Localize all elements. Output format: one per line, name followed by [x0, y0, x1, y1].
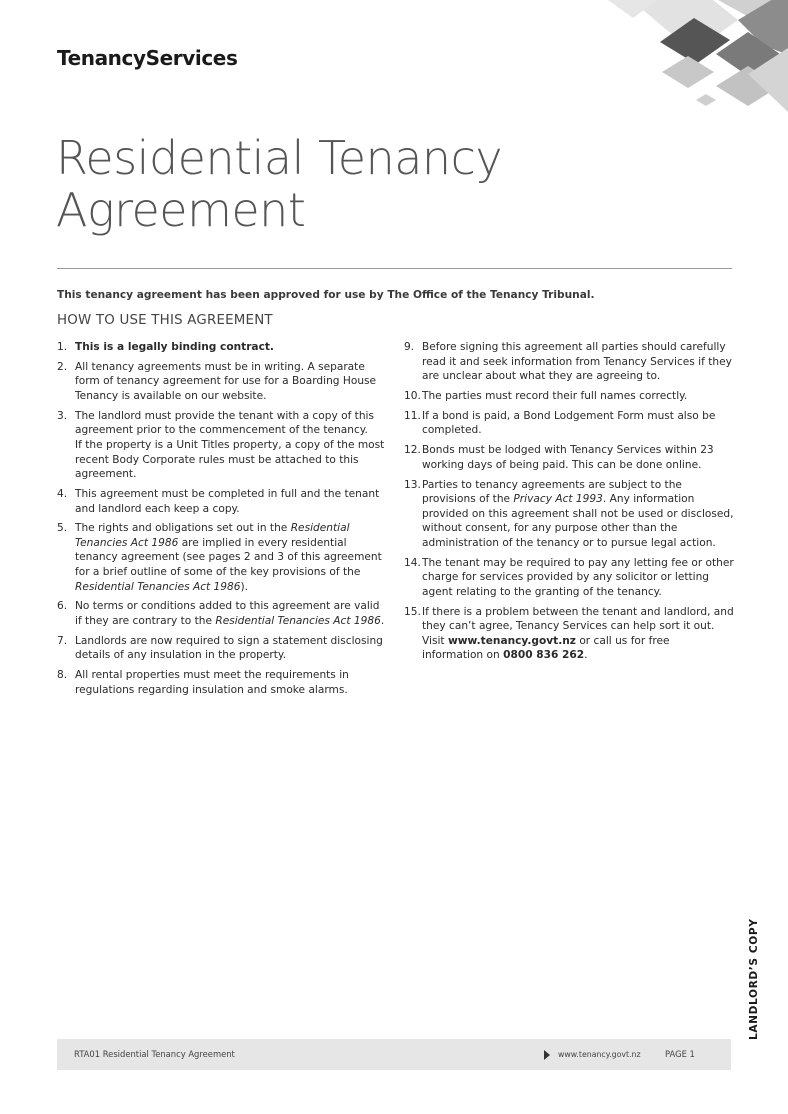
item-text: This agreement must be completed in full and the tenant and landlord each keep a copy. [75, 487, 380, 515]
item-text-part: The rights and obligations set out in the [75, 522, 291, 535]
list-item [404, 443, 734, 472]
form-reference: RTA01 Residential Tenancy Agreement [74, 1049, 235, 1059]
item-text-part: are implied in every residential tenancy agreement (see pages 2 and 3 of this agreement for a brief outline of some of the key provisions of the [75, 536, 382, 579]
arrow-right-icon [544, 1050, 550, 1060]
item-number: 13. [404, 478, 421, 491]
instructions-left-column [57, 340, 387, 703]
item-text [75, 521, 387, 594]
item-text: The tenant may be required to pay any letting fee or other charge for services provided by any solicitor or letting agent relating to the granting of the tenancy. [422, 556, 734, 598]
act-reference: Residential Tenancies Act 1986 [75, 522, 350, 549]
item-number: 12. [404, 444, 421, 457]
item-number: 14. [404, 556, 421, 569]
list-item [57, 599, 387, 628]
item-text-part: or call us for free information on [422, 634, 670, 662]
item-number: 7. [57, 634, 68, 647]
item-text-part: . [380, 615, 385, 628]
item-text: If the property is a Unit Titles property, a copy of the most recent Body Corporate rules must be attached to this agreement. [75, 438, 385, 481]
list-item [57, 668, 387, 697]
item-text: The landlord must provide the tenant with a copy of this agreement prior to the commencement of the tenancy. [75, 409, 374, 437]
footer-website-link[interactable]: www.tenancy.govt.nz [558, 1050, 641, 1059]
item-number: 15. [404, 605, 421, 618]
item-text: The parties must record their full names correctly. [422, 389, 688, 402]
approval-note: This tenancy agreement has been approved for use by The Office of the Tenancy Tribunal. [57, 289, 595, 301]
item-text-part: Parties to tenancy agreements are subject to the provisions of the [422, 478, 682, 506]
act-reference: Residential Tenancies Act 1986 [215, 615, 381, 628]
item-number: 4. [57, 487, 68, 500]
item-text: Bonds must be lodged with Tenancy Services within 23 working days of being paid. This can be done online. [422, 444, 714, 471]
item-number: 2. [57, 360, 68, 373]
item-number: 9. [404, 341, 415, 353]
list-item [57, 634, 387, 663]
list-item [57, 360, 387, 404]
list-item [404, 340, 734, 384]
item-text-part: If there is a problem between the tenant and landlord, and they can’t agree, Tenancy Services can help sort it out. Visit [422, 605, 734, 647]
title-line-2: Agreement [56, 183, 306, 237]
corner-diamond-decoration [598, 0, 788, 130]
section-heading: HOW TO USE THIS AGREEMENT [57, 313, 273, 328]
item-text: Landlords are now required to sign a statement disclosing details of any insulation in the property. [75, 634, 383, 662]
item-text: All rental properties must meet the requirements in regulations regarding insulation and smoke alarms. [75, 669, 349, 696]
item-text-part: ). [240, 580, 249, 593]
item-text-part: No terms or conditions added to this agreement are valid if they are contrary to the [75, 600, 380, 628]
item-text: If a bond is paid, a Bond Lodgement Form must also be completed. [422, 409, 716, 437]
page-number: PAGE 1 [665, 1049, 695, 1059]
brand-part1: Tenancy [57, 46, 146, 70]
item-text [422, 478, 734, 551]
list-item [404, 389, 734, 404]
page-footer [57, 1039, 731, 1070]
item-text: This is a legally binding contract. [75, 341, 274, 353]
page-title [56, 132, 502, 236]
brand-logo [57, 46, 237, 70]
instructions-right-column [404, 340, 734, 668]
item-text: All tenancy agreements must be in writing. A separate form of tenancy agreement for use for a Boarding House Tenancy is available on our website. [75, 360, 377, 402]
list-item [57, 521, 387, 594]
item-number: 6. [57, 600, 68, 613]
list-item [404, 556, 734, 600]
copy-label: LANDLORD’S COPY [748, 918, 760, 1040]
list-item [57, 409, 387, 482]
item-text [75, 599, 387, 628]
list-item [404, 478, 734, 551]
item-number: 10. [404, 389, 421, 402]
item-number: 8. [57, 669, 68, 682]
item-text [422, 605, 734, 663]
phone-number: 0800 836 262 [503, 649, 585, 662]
list-item [404, 409, 734, 438]
item-text: Before signing this agreement all parties should carefully read it and seek information from Tenancy Services if they are unclear about what they are agreeing to. [422, 341, 732, 383]
act-reference: Privacy Act 1993 [513, 493, 603, 506]
title-line-1: Residential Tenancy [56, 131, 503, 185]
item-number: 3. [57, 409, 68, 422]
title-divider [57, 268, 732, 269]
item-text-part: . Any information provided on this agreement shall not be used or disclosed, without consent, for any purpose other than the administration of the tenancy or to pursue legal action. [422, 493, 734, 549]
item-text-part: . [584, 649, 588, 662]
item-number: 11. [404, 409, 421, 422]
website-link[interactable]: www.tenancy.govt.nz [447, 634, 576, 647]
list-item [57, 340, 387, 355]
list-item [57, 487, 387, 516]
act-reference: Residential Tenancies Act 1986 [75, 580, 241, 593]
item-number: 1. [57, 341, 68, 353]
brand-part2: Services [145, 46, 238, 70]
item-number: 5. [57, 522, 68, 535]
list-item [404, 605, 734, 663]
